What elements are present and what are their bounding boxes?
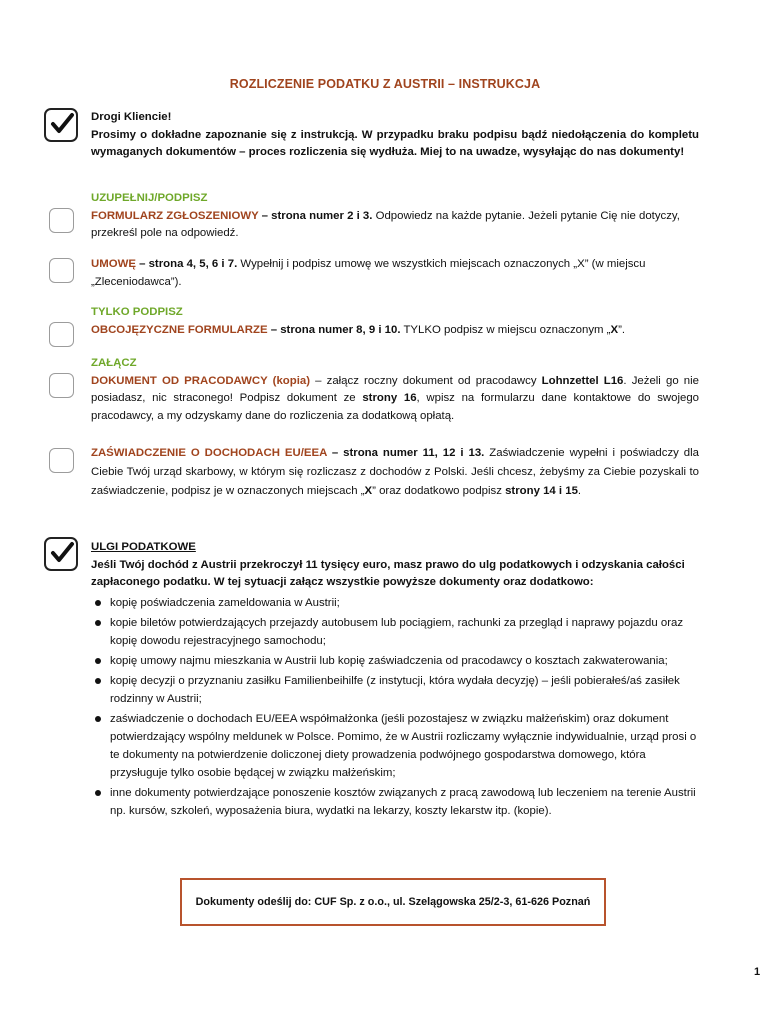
section-label: ZAŚWIADCZENIE O DOCHODACH EU/EEA [91,447,327,459]
checkbox-tax-relief-checked[interactable] [44,537,78,571]
section-foreign-forms [91,304,699,339]
section-text [91,208,699,243]
section-employer-document [91,355,699,425]
page-reference: strony 16 [362,392,417,404]
tax-relief-text: Jeśli Twój dochód z Austrii przekroczył 11 tysięcy euro, masz prawo do ulg podatkowych i odzyskania całości zapłaconego podatku. W tej sytuacji załącz wszystkie powyższe dokumenty oraz dodatkowo: [91,558,685,588]
section-pages: – strona 4, 5, 6 i 7. [135,258,238,270]
section-application-form [91,190,699,243]
list-item: kopię umowy najmu mieszkania w Austrii lub kopię zaświadczenia od pracodawcy o kosztach zakwaterowania; [110,652,699,670]
intro-text: Prosimy o dokładne zapoznanie się z instrukcją. W przypadku braku podpisu bądź niedołączenia do kompletu wymaganych dokumentów – proces rozliczenia się wydłuża. Miej to na uwadze, wysyłając do nas dokumenty! [91,128,699,158]
checkbox-employer-document[interactable] [49,373,74,398]
x-mark: X [610,323,619,336]
list-item: zaświadczenie o dochodach EU/EEA współmałżonka (jeśli pozostajesz w związku małżeńskim) oraz dokument potwierdzający wspólny meldunek w Polsce. Pomimo, że w Austrii rozliczamy wyłącznie indywidualnie, urząd prosi o te dokumenty na potwierdzenie doliczonej diety prowadzenia podwójnego gospodarstwa domowego, która przysługuje tylko osobie będącej w związku małżeńskim; [110,710,699,782]
x-mark: X [364,485,373,497]
intro-greeting: Drogi Kliencie! [91,111,172,123]
tax-relief-list [91,594,699,820]
section-body-end: ”. [618,323,626,336]
section-text [91,373,699,426]
section-label: DOKUMENT OD PRACODAWCY (kopia) [91,374,310,387]
intro-block [91,109,699,162]
tax-relief-heading: ULGI PODATKOWE [91,541,196,553]
section-income-certificate [91,444,699,501]
section-body: TYLKO podpisz w miejscu oznaczonym „ [400,323,611,336]
page-number: 1 [754,966,761,978]
checkbox-contract[interactable] [49,258,74,283]
checkbox-income-certificate[interactable] [49,448,74,473]
list-item: kopię poświadczenia zameldowania w Austrii; [110,594,699,612]
section-tax-relief [91,539,699,822]
section-label: FORMULARZ ZGŁOSZENIOWY [91,209,259,222]
section-text [91,256,699,291]
list-item: kopię decyzji o przyznaniu zasiłku Familienbeihilfe (z instytucji, która wydała decyzję) – jeśli pobierałeś/aś zasiłek rodzinny w Austrii; [110,672,699,708]
section-label: OBCOJĘZYCZNE FORMULARZE [91,323,268,336]
section-pages: – strona numer 11, 12 i 13. [326,447,485,459]
section-body: Zaświadczenie wypełni i poświadczy dla Ciebie Twój urząd skarbowy, w którym się rozliczasz z dochodów z Polski. Jeśli chcesz, żebyśmy za Ciebie pozyskali to zaświadczenie, podpisz je w oznaczonych miejscach „ [91,447,699,497]
checkbox-intro-checked[interactable] [44,108,78,142]
section-heading-sign-only: TYLKO PODPISZ [91,306,183,318]
section-label: UMOWĘ [91,258,136,270]
address-box [180,878,606,926]
section-body-2: ” oraz dodatkowo podpisz [372,485,506,497]
section-contract [91,256,699,291]
section-pages: – strona numer 2 i 3. [258,209,373,222]
section-body-3: . [577,485,582,497]
section-body: Wypełnij i podpisz umowę we wszystkich miejscach oznaczonych „X” (w miejscu „Zleceniodawca”). [91,258,646,288]
section-body-3: , wpisz na formularzu dane kontaktowe do swojego pracodawcy, a my odzyskamy dane do rozliczenia za dodatkową opłatą. [91,392,699,422]
page-title: ROZLICZENIE PODATKU Z AUSTRII – INSTRUKCJA [229,77,541,91]
section-text [91,322,699,340]
section-text [91,444,699,501]
section-heading-fill-sign: UZUPEŁNIJ/PODPISZ [91,192,208,204]
section-body-2: . Jeżeli go nie posiadasz, nic straconego! Podpisz dokument ze [91,374,700,404]
address-text: Dokumenty odeślij do: CUF Sp. z o.o., ul. Szelągowska 25/2-3, 61-626 Poznań [195,896,591,908]
section-pages: – strona numer 8, 9 i 10. [267,323,401,336]
page-reference: strony 14 i 15 [505,485,578,497]
section-body: – załącz roczny dokument od pracodawcy [310,374,542,387]
lohnzettel-label: Lohnzettel L16 [541,374,624,387]
list-item: inne dokumenty potwierdzające ponoszenie kosztów związanych z pracą zawodową lub leczeniem na terenie Austrii np. kursów, szkoleń, wyposażenia biura, wydatki na lekarzy, koszty lekarstw itp. (kopie). [110,784,699,820]
checkmark-icon [48,539,76,567]
checkbox-application-form[interactable] [49,208,74,233]
section-body: Odpowiedz na każde pytanie. Jeżeli pytanie Cię nie dotyczy, przekreśl pole na odpowiedź. [91,209,680,239]
checkbox-foreign-forms[interactable] [49,322,74,347]
section-heading-attach: ZAŁĄCZ [91,357,137,369]
checkmark-icon [48,110,76,138]
list-item: kopie biletów potwierdzających przejazdy autobusem lub pociągiem, rachunki za przegląd i naprawy pojazdu oraz kopię dowodu rejestracyjnego samochodu; [110,614,699,650]
